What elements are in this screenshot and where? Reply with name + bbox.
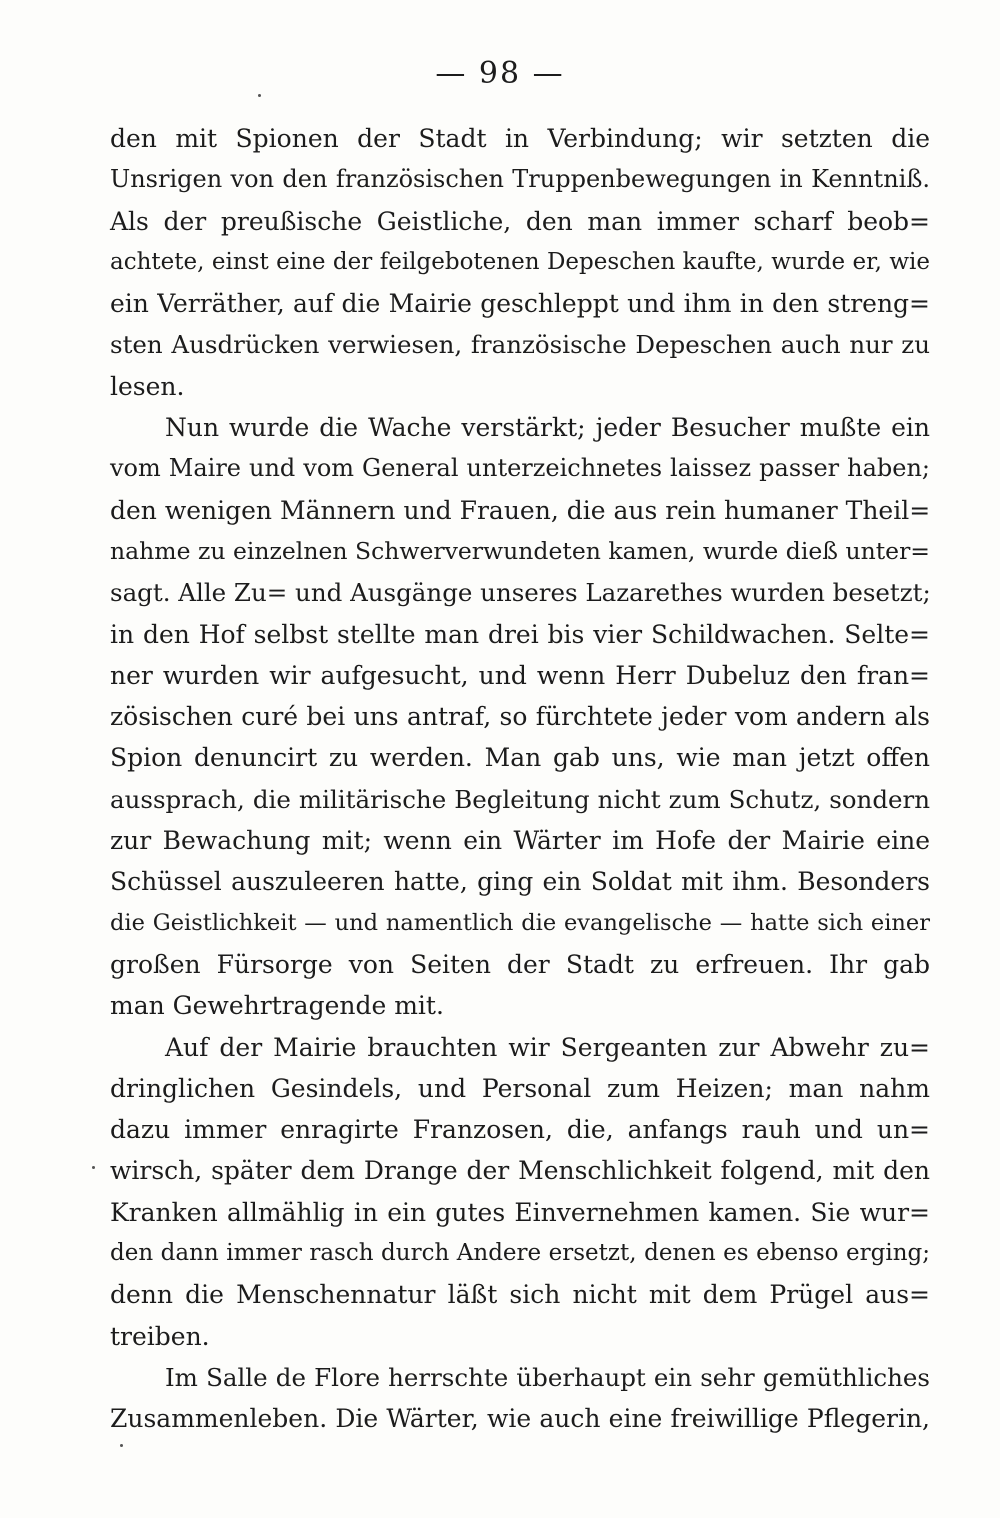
text-line: Spion denuncirt zu werden. Man gab uns, wie man jetzt offen xyxy=(110,743,930,773)
text-line: Im Salle de Flore herrschte überhaupt ein sehr gemüthliches xyxy=(165,1362,930,1392)
text-line: Nun wurde die Wache verstärkt; jeder Besucher mußte ein xyxy=(165,413,930,443)
paper-speck xyxy=(92,1166,95,1169)
text-line: den dann immer rasch durch Andere ersetzt, denen es ebenso erging; xyxy=(110,1240,930,1267)
text-line: den wenigen Männern und Frauen, die aus rein humaner Theil= xyxy=(110,495,931,525)
text-line: ein Verräther, auf die Mairie geschleppt und ihm in den streng= xyxy=(110,289,930,319)
text-line: Kranken allmählig in ein gutes Einvernehmen kamen. Sie wur= xyxy=(110,1197,930,1227)
text-line: sagt. Alle Zu= und Ausgänge unseres Lazarethes wurden besetzt; xyxy=(110,578,931,608)
text-line: den mit Spionen der Stadt in Verbindung; wir setzten die xyxy=(110,124,930,153)
text-line: denn die Menschennatur läßt sich nicht mit dem Prügel aus= xyxy=(110,1280,930,1310)
text-line: großen Fürsorge von Seiten der Stadt zu erfreuen. Ihr gab xyxy=(110,949,930,979)
text-line: zösischen curé bei uns antraf, so fürchtete jeder vom andern als xyxy=(110,702,930,732)
page-number: — 98 — xyxy=(435,56,565,91)
text-line: achtete, einst eine der feilgebotenen Depeschen kaufte, wurde er, wie xyxy=(110,248,930,275)
text-line: man Gewehrtragende mit. xyxy=(110,991,444,1021)
text-line: dringlichen Gesindels, und Personal zum Heizen; man nahm xyxy=(110,1073,930,1103)
text-line: Schüssel auszuleeren hatte, ging ein Soldat mit ihm. Besonders xyxy=(110,867,930,897)
text-line: Unsrigen von den französischen Truppenbewegungen in Kenntniß. xyxy=(110,165,930,194)
text-line: Auf der Mairie brauchten wir Sergeanten zur Abwehr zu= xyxy=(165,1032,930,1062)
text-line: vom Maire und vom General unterzeichnetes laissez passer haben; xyxy=(110,454,930,483)
text-line: Zusammenleben. Die Wärter, wie auch eine freiwillige Pflegerin, xyxy=(110,1404,930,1434)
text-line: wirsch, später dem Drange der Menschlichkeit folgend, mit den xyxy=(110,1156,930,1186)
text-line: aussprach, die militärische Begleitung nicht zum Schutz, sondern xyxy=(110,784,930,814)
text-line: nahme zu einzelnen Schwerverwundeten kamen, wurde dieß unter= xyxy=(110,536,930,565)
text-line: Als der preußische Geistliche, den man immer scharf beob= xyxy=(110,206,930,236)
paper-speck xyxy=(120,1444,123,1447)
body-text xyxy=(110,118,930,1440)
text-line: lesen. xyxy=(110,371,185,401)
text-line: zur Bewachung mit; wenn ein Wärter im Hofe der Mairie eine xyxy=(110,826,930,856)
text-line: die Geistlichkeit — und namentlich die evangelische — hatte sich einer xyxy=(110,909,930,936)
text-line: ner wurden wir aufgesucht, und wenn Herr Dubeluz den fran= xyxy=(110,660,930,690)
paper-speck xyxy=(258,94,261,97)
text-line: sten Ausdrücken verwiesen, französische Depeschen auch nur zu xyxy=(110,330,930,360)
text-line: treiben. xyxy=(110,1321,210,1351)
text-line: in den Hof selbst stellte man drei bis vier Schildwachen. Selte= xyxy=(110,619,930,649)
text-line: dazu immer enragirte Franzosen, die, anfangs rauh und un= xyxy=(110,1115,930,1145)
